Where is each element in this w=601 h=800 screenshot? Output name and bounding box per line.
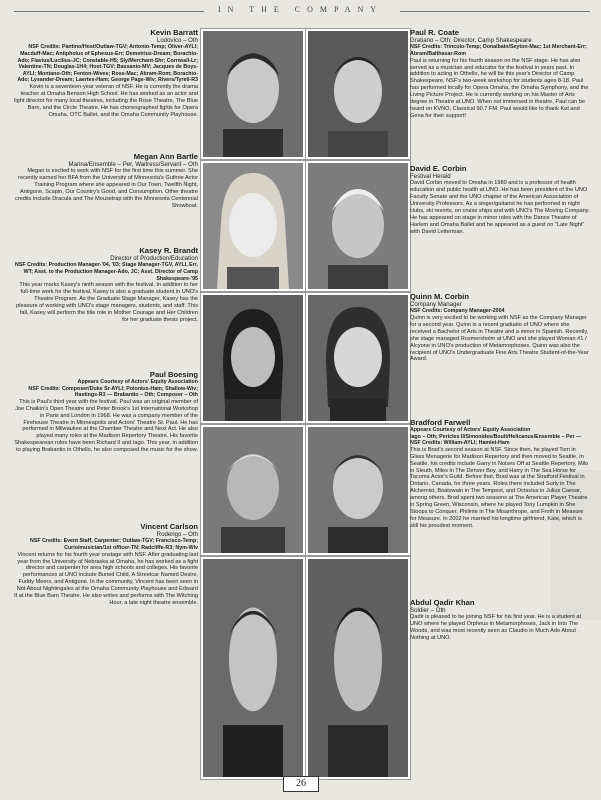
headshot-photo — [201, 29, 305, 159]
bio-credits: NSF Credits: Production Manager-'04, '03; Stage Manager-TGV, AYLI, Err, WT; Asst. to the Production Manager-Ado, JC; Asst. Director of Camp Shakespeare-'95 — [15, 262, 198, 282]
headshot-photo — [201, 557, 305, 779]
headshot-photo — [306, 29, 410, 159]
bio-credits: NSF Credits: Pantino/Host/Outlaw-TGV; Antonio-Temp; Oliver-AYLI; Macduff-Mac; Antipholus of Ephesus-Err; Demetrius-Dream; Borachio-Ado; Flavius/Lucilius-JC; Constable-H5; Sly/Merchant-Shr; Cornwall-Lr; Valentine-TN; Douglas-1H4; Host-TGV; Bassanio-MV; Jacques de Boys-AYLI; Montano-Oth; Fenton-Wives; Ross-Mac; Abram-Rom; Borachio-Ado; Lysander-Dream; Laertes-Ham; George Page-Wiv; Rivers/Tyrell-R3 — [17, 44, 198, 84]
left-bio-column — [14, 28, 198, 611]
headshot-photo — [201, 425, 305, 555]
bio-text: This year marks Kasey's ninth season with the festival. In addition to her full-time work for the festival, Kasey is also a graduate student in UNO's Theatre Program. As the Graduate Stage Manager, Kasey has the pleasure of working with UNO's stage managers, students, and staff. This fall, Kasey will perform the title role in Mother Courage and Her Children for her graduate thesis project. — [16, 282, 198, 323]
headshot-photo — [306, 557, 410, 779]
bio-name: Abdul Qadir Khan — [410, 598, 475, 607]
bio-quinn-corbin — [410, 292, 590, 414]
bio-bradford-farwell — [410, 418, 590, 594]
bio-text: This is Brad's second season at NSF. Since then, he played Tom in Glass Menagerie for Madison Repertory and then moved to Seattle. In Seattle, his credits include Garry in Noises Off at Seattle Repertory, Milo in Sleuth, Miles in The Denver Boy, and Harry in The Sea Horse for Tacoma Actor's Guild. Before that, Brad was at the Stratford Festival in Ontario, Canada, for three years. Roles there included Surly in The Alchemist, Boatswain in The Tempest, and Octavius in Julius Caesar, among others. Brad spent two seasons at The American Player Theatre in Spring Green, Wisconsin, where he played Tony Lumpkin in She Stoops to Conquer, Philinte in The Misanthrope, and Froth in Measure for Measure. In 2002 he married his longtime girlfriend, Kate, which is still his proudest moment. — [410, 446, 589, 529]
bio-role: Marina/Ensemble – Per, Waitress/Servant – Oth — [68, 161, 198, 168]
bio-name: Paul Boesing — [149, 370, 198, 379]
bio-name: Vincent Carlson — [140, 522, 198, 531]
bio-text: Kevin is a seventeen-year veteran of NSF. He is currently the drama teacher at Omaha Benson High School. He has worked as an actor and light director for many local theatres, including the Rose Theatre, The Blue Barn, and the Circle Theatre. He has choreographed fights for Opera Omaha, OTC Ballet, and the Omaha Community Playhouse. — [14, 83, 198, 118]
right-bio-column — [410, 28, 590, 646]
bio-role: Roderigo – Oth — [156, 531, 198, 538]
bio-name: Megan Ann Bartle — [133, 152, 198, 161]
bio-credits: NSF Credits: Company Manager-2004 — [410, 308, 505, 315]
bio-text: David Corbin moved to Omaha in 1980 and is a professor of health education and public health at UNO. He has been president of the UNO Faculty Senate and the UNO chapter of the American Association of University Professors. As a singer/guitarist he has performed in night clubs, ski resorts, on cruise ships and with UNO's The Moving Company. He has appeared on stage in minor roles with the Dance Theatre of Harlem and Omaha Ballet and he appeared as a guest on "Late Night" with David Letterman. — [410, 180, 590, 235]
section-header: IN THE COMPANY — [217, 5, 384, 14]
bio-name: Kasey R. Brandt — [139, 246, 198, 255]
bio-vincent-carlson — [14, 522, 198, 607]
bio-role: Festival Herald — [410, 173, 451, 180]
bio-paul-coate — [410, 28, 590, 160]
bio-megan-ann-bartle — [14, 152, 198, 242]
bio-credits: Iago – Oth; Pericles II/Simonides/Boult/Helicanus/Ensemble – Per — NSF Credits: William-AYLI; Hamlet-Ham — [410, 433, 582, 447]
bio-david-corbin — [410, 164, 590, 288]
headshot-photo — [306, 425, 410, 555]
header-rule-left — [14, 11, 204, 12]
bio-paul-boesing — [14, 370, 198, 518]
headshot-photo — [201, 161, 305, 291]
bio-role: Gratiano – Oth; Director, Camp Shakespeare — [410, 37, 532, 44]
bio-credits: NSF Credits: Trinculo-Temp; Donalbain/Seyton-Mac; 1st Merchant-Err; Abram/Balthasar-Rom — [410, 44, 587, 57]
page-number: 26 — [283, 776, 319, 792]
bio-name: Kevin Barratt — [150, 28, 198, 37]
headshot-photo — [201, 293, 305, 423]
bio-name: Paul R. Coate — [410, 28, 459, 37]
bio-kevin-barratt — [14, 28, 198, 148]
bio-text: Paul is returning for his fourth season on the NSF stage. He has also served as a musician and educator for the festival in years past. In addition to acting in Othello, he will be this year's Director of Camp Shakespeare, NSF's two-week workshop for students ages 8-18. Paul has performed locally for Opera Omaha, the Omaha Symphony, and the Living Picture Project. He is currently working on his Master of Arts degree in Theatre at UNO. When not immersed in theatre, Paul can be heard on KVNO, Classical 90.7 FM. Paul would like to thank Kat and Gena for their support! — [410, 57, 589, 119]
headshot-photo — [306, 161, 410, 291]
bio-role: Director of Production/Education — [110, 255, 198, 262]
headshot-photo — [306, 293, 410, 423]
bio-text: This is Paul's third year with the festival. Paul was an original member of Joe Chaikin's Open Theatre and Peter Brook's 1st International Workshop in Paris and London in 1968. He was a company member of the Firehouse Theatre in Minneapolis and Actors' Theatre St. Paul. He has performed in Milwaukee at the Chamber Theatre and Next Act. He also played many roles at the Madison Repertory Theatre. His favorite Shakespearean roles have been Richard II and Iago. This year, in addition to playing Brabantio in Othello, he also composed the music for the show. — [14, 398, 198, 454]
bio-name: Quinn M. Corbin — [410, 292, 470, 301]
bio-name: David E. Corbin — [410, 164, 467, 173]
bio-text: Megan is excited to work with NSF for the first time this summer. She recently earned her BFA from the University of Minnesota's Guthrie Actor Training Program where she appeared in Our Town, Twelfth Night, Antigone, Scapin, Our Country's Good, and Consumption. Other theatre credits include Dracula and The Mousetrap with the Minnesota Centennial Showboat. — [14, 168, 198, 209]
bio-role: Appears Courtesy of Actors' Equity Association — [410, 427, 531, 433]
bio-text: Quinn is very excited to be working with NSF as the Company Manager for a second year. Quinn is a recent graduate of UNO where she received a Bachelor of Arts in Theatre and a minor in Spanish. Recently, she stage managed Rosmersholm at UNO and she played Woman #1 / Alcyone in UNO's production of Metamorphoses. Quinn was also the recipient of UNO's Undergraduate Fine Arts Theatre Student-of-the-Year Award. — [410, 315, 589, 363]
bio-credits: NSF Credits: Composer/Duke Sr-AYLI; Polonius-Ham; Shallow-Wiv; Hastings-R3 — Brabantio – Oth; Composer – Oth — [28, 385, 198, 399]
bio-kasey-brandt — [14, 246, 198, 366]
bio-role: Company Manager — [410, 301, 462, 308]
header-rule-right — [400, 11, 590, 12]
bio-name: Bradford Farwell — [410, 418, 471, 427]
bio-credits: NSF Credits: Event Staff, Carpenter; Outlaw-TGV; Francisco-Temp; Curio/musician/1st officer-TN; Radcliffe-R3; Nym-Wiv — [30, 538, 198, 551]
bio-role: Soldier – Oth — [410, 607, 446, 614]
bio-role: Lodovico – Oth — [157, 37, 198, 44]
bio-text: Vincent returns for his fourth year onstage with NSF. After graduating last year from the University of Nebraska at Omaha, he has worked as a fight director and carpenter for area high schools and colleges. His favorite performances at UNO include Buried Child, A Streetcar Named Desire, Fuddy Meers, and Antigone. In the community, Vincent has been seen in Not About Nightingales at the Omaha Community Playhouse and Edward II at the Blue Barn Theatre. He also writes and performs with The Witching Hour, a late night theatre ensemble. — [14, 551, 198, 606]
bio-role: Appears Courtesy of Actors' Equity Association — [77, 379, 198, 385]
bio-text: Qadir is pleased to be joining NSF for his first year. He is a student at UNO where he played Orpheus in Metamorphoses, Jack in Into The Woods, and was most recently seen as Claudio in Much Ado About Nothing at UNO. — [410, 614, 582, 642]
bio-abdul-qadir-khan — [410, 598, 590, 642]
